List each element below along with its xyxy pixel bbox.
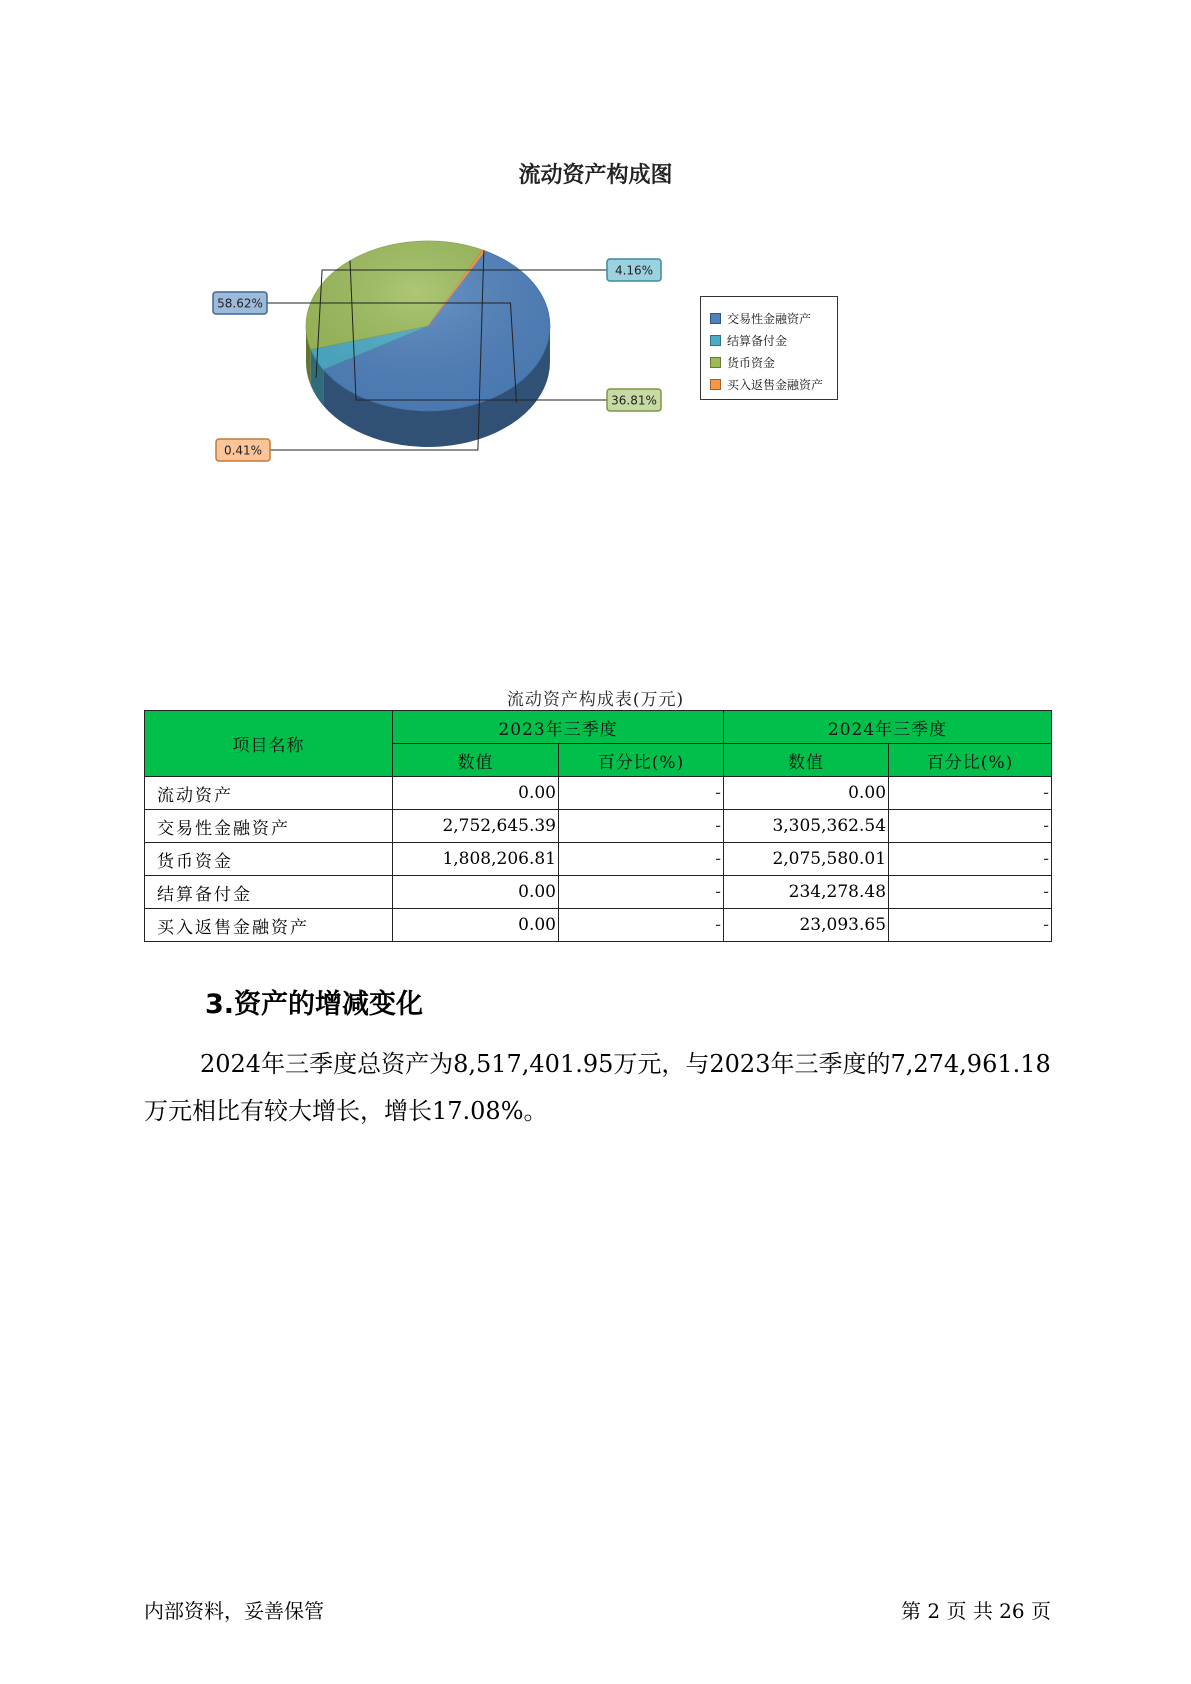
table-row (145, 810, 1052, 843)
section-paragraph: 2024年三季度总资产为8,517,401.95万元，与2023年三季度的7,274,961.18万元相比有较大增长，增长17.08%。 (144, 1050, 1051, 1125)
pie-chart (0, 0, 1191, 520)
row-name: 结算备付金 (145, 876, 393, 909)
table-caption: 流动资产构成表(万元) (506, 690, 685, 710)
legend-item (710, 308, 837, 330)
row-name: 流动资产 (145, 777, 393, 810)
legend-swatch (710, 379, 721, 390)
percent-2023: - (559, 810, 724, 843)
percent-2023: - (559, 876, 724, 909)
chart-title: 流动资产构成图 (518, 163, 673, 188)
row-name: 交易性金融资产 (145, 810, 393, 843)
section-heading: 3.资产的增减变化 (205, 989, 424, 1020)
value-2023: 1,808,206.81 (393, 843, 559, 876)
legend-swatch (710, 335, 721, 346)
percent-2024: - (889, 876, 1052, 909)
header-value: 数值 (393, 744, 559, 777)
legend-label: 货币资金 (727, 356, 776, 370)
value-2024: 23,093.65 (724, 909, 889, 942)
percent-2024: - (889, 777, 1052, 810)
percent-2023: - (559, 777, 724, 810)
current-assets-table (144, 710, 1052, 942)
value-2023: 0.00 (393, 909, 559, 942)
pie-data-label: 0.41% (223, 443, 263, 458)
legend-item (710, 330, 837, 352)
table-row (145, 909, 1052, 942)
percent-2024: - (889, 909, 1052, 942)
row-name: 货币资金 (145, 843, 393, 876)
header-item-name: 项目名称 (145, 711, 393, 777)
value-2024: 0.00 (724, 777, 889, 810)
percent-2023: - (559, 843, 724, 876)
value-2024: 2,075,580.01 (724, 843, 889, 876)
legend-item (710, 352, 837, 374)
footer-page-number: 第 2 页 共 26 页 (901, 1599, 1051, 1623)
legend-label: 交易性金融资产 (727, 312, 812, 326)
header-percent: 百分比(%) (889, 744, 1052, 777)
header-period-2023: 2023年三季度 (393, 711, 724, 744)
percent-2024: - (889, 843, 1052, 876)
chart-legend (700, 296, 838, 400)
legend-label: 买入返售金融资产 (727, 378, 824, 392)
header-value: 数值 (724, 744, 889, 777)
table-row (145, 876, 1052, 909)
header-period-2024: 2024年三季度 (724, 711, 1052, 744)
legend-label: 结算备付金 (727, 334, 788, 348)
pie-data-label: 36.81% (611, 393, 657, 408)
table-row (145, 843, 1052, 876)
footer-confidential-note: 内部资料，妥善保管 (144, 1599, 324, 1623)
value-2023: 2,752,645.39 (393, 810, 559, 843)
percent-2024: - (889, 810, 1052, 843)
row-name: 买入返售金融资产 (145, 909, 393, 942)
legend-swatch (710, 313, 721, 324)
header-percent: 百分比(%) (559, 744, 724, 777)
value-2024: 3,305,362.54 (724, 810, 889, 843)
legend-swatch (710, 357, 721, 368)
pie-data-label: 58.62% (217, 296, 263, 311)
percent-2023: - (559, 909, 724, 942)
pie-data-label: 4.16% (614, 263, 654, 278)
legend-item (710, 374, 837, 396)
table-row (145, 777, 1052, 810)
value-2023: 0.00 (393, 777, 559, 810)
value-2024: 234,278.48 (724, 876, 889, 909)
value-2023: 0.00 (393, 876, 559, 909)
